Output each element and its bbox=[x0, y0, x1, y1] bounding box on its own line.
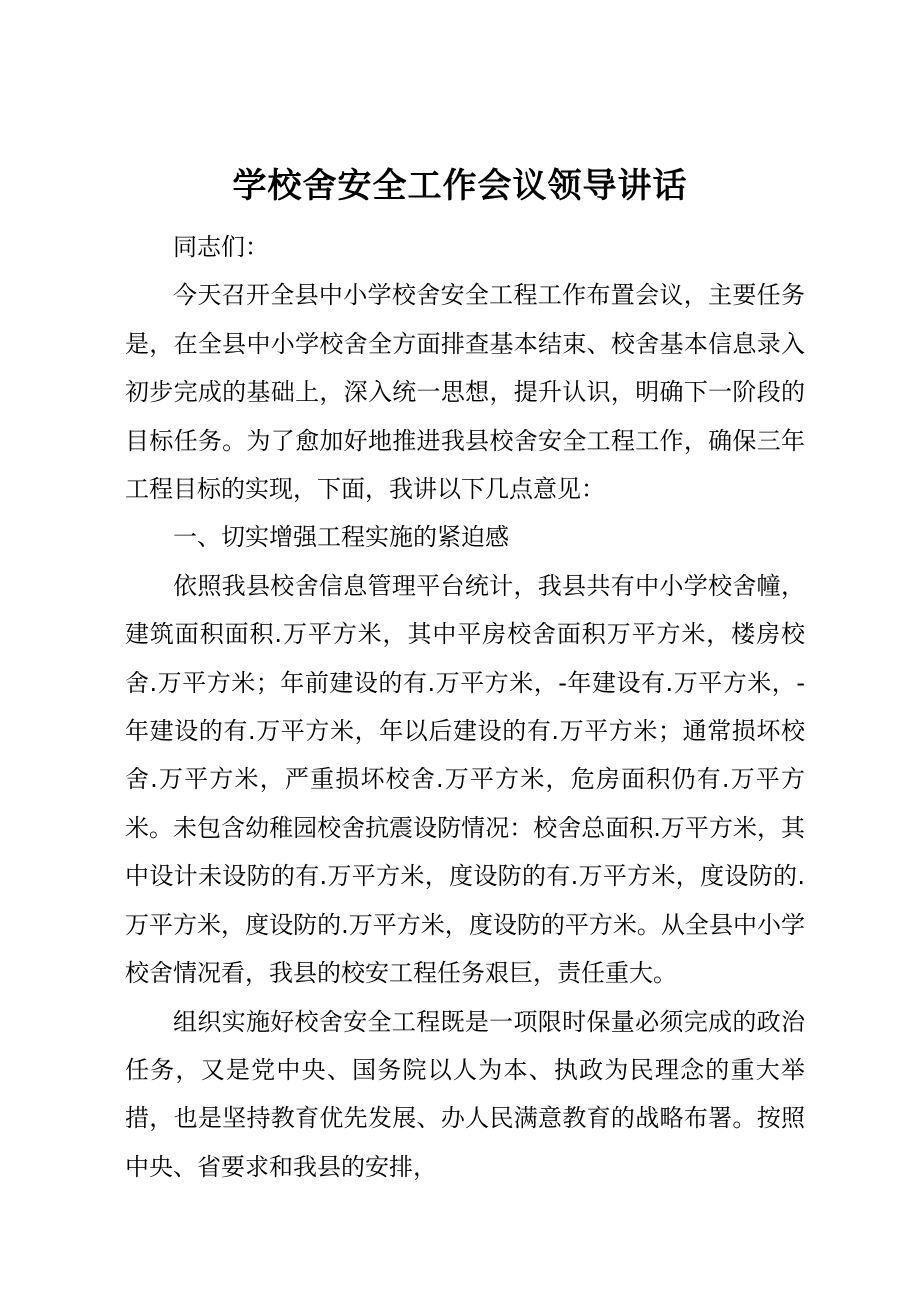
paragraph-intro: 今天召开全县中小学校舍安全工程工作布置会议，主要任务是，在全县中小学校舍全方面排查基本结束、校舍基本信息录入初步完成的基础上，深入统一思想，提升认识，明确下一阶段的目标任务。为了愈加好地推进我县校舍安全工程工作，确保三年工程目标的实现，下面，我讲以下几点意见： bbox=[125, 281, 805, 504]
greeting: 同志们： bbox=[173, 233, 269, 261]
section-heading-1: 一、切实增强工程实施的紧迫感 bbox=[173, 523, 509, 552]
paragraph-statistics: 依照我县校舍信息管理平台统计，我县共有中小学校舍幢，建筑面积面积.万平方米，其中平房校舍面积万平方米，楼房校舍.万平方米；年前建设的有.万平方米，-年建设有.万平方米，-年建设的有.万平方米，年以后建设的有.万平方米；通常损坏校舍.万平方米，严重损坏校舍.万平方米，危房面积仍有.万平方米。未包含幼稚园校舍抗震设防情况：校舍总面积.万平方米，其中设计未设防的有.万平方米，度设防的有.万平方米，度设防的.万平方米，度设防的.万平方米，度设防的平方米。从全县中小学校舍情况看，我县的校安工程任务艰巨，责任重大。 bbox=[125, 571, 805, 988]
document-title: 学校舍安全工作会议领导讲话 bbox=[232, 166, 688, 206]
paragraph-significance: 组织实施好校舍安全工程既是一项限时保量必须完成的政治任务，又是党中央、国务院以人为本、执政为民理念的重大举措，也是坚持教育优先发展、办人民满意教育的战略布署。按照中央、省要求和我县的安排， bbox=[125, 1007, 805, 1181]
document-body bbox=[125, 223, 805, 1191]
